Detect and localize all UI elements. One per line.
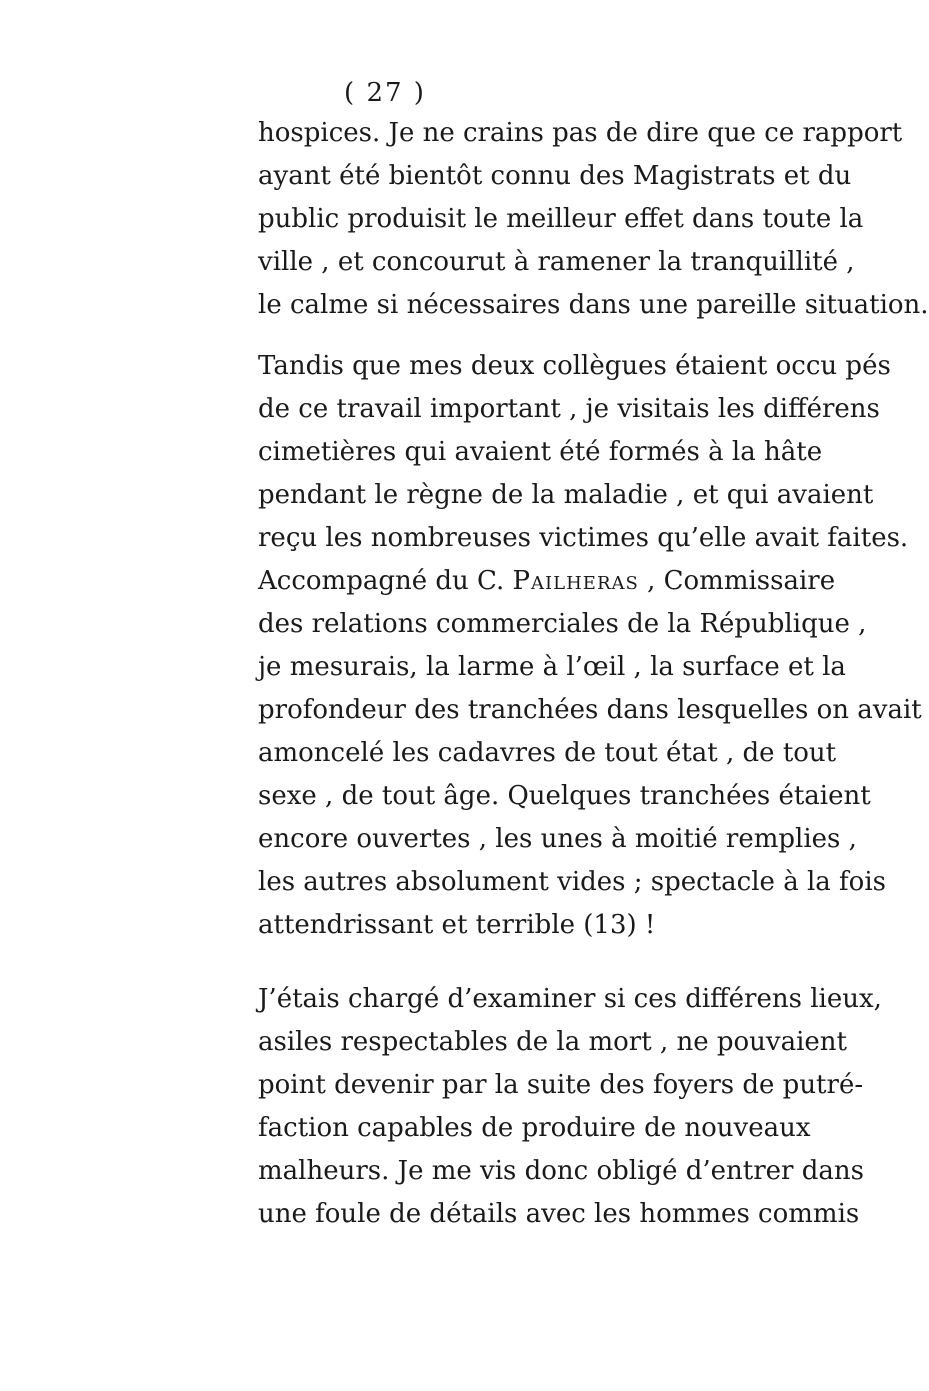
text-line: les autres absolument vides ; spectacle à la fois: [258, 867, 886, 897]
text-line: des relations commerciales de la République ,: [258, 609, 867, 639]
text-line: ayant été bientôt connu des Magistrats et du: [258, 161, 852, 191]
text-line: [258, 560, 836, 603]
text-line: faction capables de produire de nouveaux: [258, 1113, 811, 1143]
text-line: hospices. Je ne crains pas de dire que ce rapport: [258, 118, 903, 148]
text-line: malheurs. Je me vis donc obligé d’entrer dans: [258, 1156, 864, 1186]
text-line: encore ouvertes , les unes à moitié remplies ,: [258, 824, 857, 854]
text-line: je mesurais, la larme à l’œil , la surface et la: [258, 652, 846, 682]
text-segment: , Commissaire: [647, 566, 836, 596]
page-number: ( 27 ): [344, 78, 426, 108]
text-segment: Accompagné du C.: [258, 566, 505, 596]
text-line: public produisit le meilleur effet dans toute la: [258, 204, 864, 234]
text-line: sexe , de tout âge. Quelques tranchées étaient: [258, 781, 871, 811]
paragraph-3: [258, 978, 882, 1236]
text-line: le calme si nécessaires dans une pareille situation.: [258, 290, 929, 320]
text-line: J’étais chargé d’examiner si ces différens lieux,: [258, 984, 882, 1014]
paragraph-2: [258, 345, 922, 947]
text-line: cimetières qui avaient été formés à la hâte: [258, 437, 823, 467]
paragraph-1: [258, 112, 929, 327]
text-line: asiles respectables de la mort , ne pouvaient: [258, 1027, 847, 1057]
text-line: de ce travail important , je visitais les différens: [258, 394, 880, 424]
text-line: point devenir par la suite des foyers de putré-: [258, 1070, 864, 1100]
text-line: ville , et concourut à ramener la tranquillité ,: [258, 247, 855, 277]
text-line: Tandis que mes deux collègues étaient occu pés: [258, 351, 891, 381]
person-name: Pailheras: [512, 566, 639, 596]
text-line: pendant le règne de la maladie , et qui avaient: [258, 480, 874, 510]
text-line: reçu les nombreuses victimes qu’elle avait faites.: [258, 523, 909, 553]
text-line: une foule de détails avec les hommes commis: [258, 1199, 860, 1229]
text-line: attendrissant et terrible (13) !: [258, 910, 656, 940]
text-line: amoncelé les cadavres de tout état , de tout: [258, 738, 837, 768]
text-line: profondeur des tranchées dans lesquelles on avait: [258, 695, 922, 725]
